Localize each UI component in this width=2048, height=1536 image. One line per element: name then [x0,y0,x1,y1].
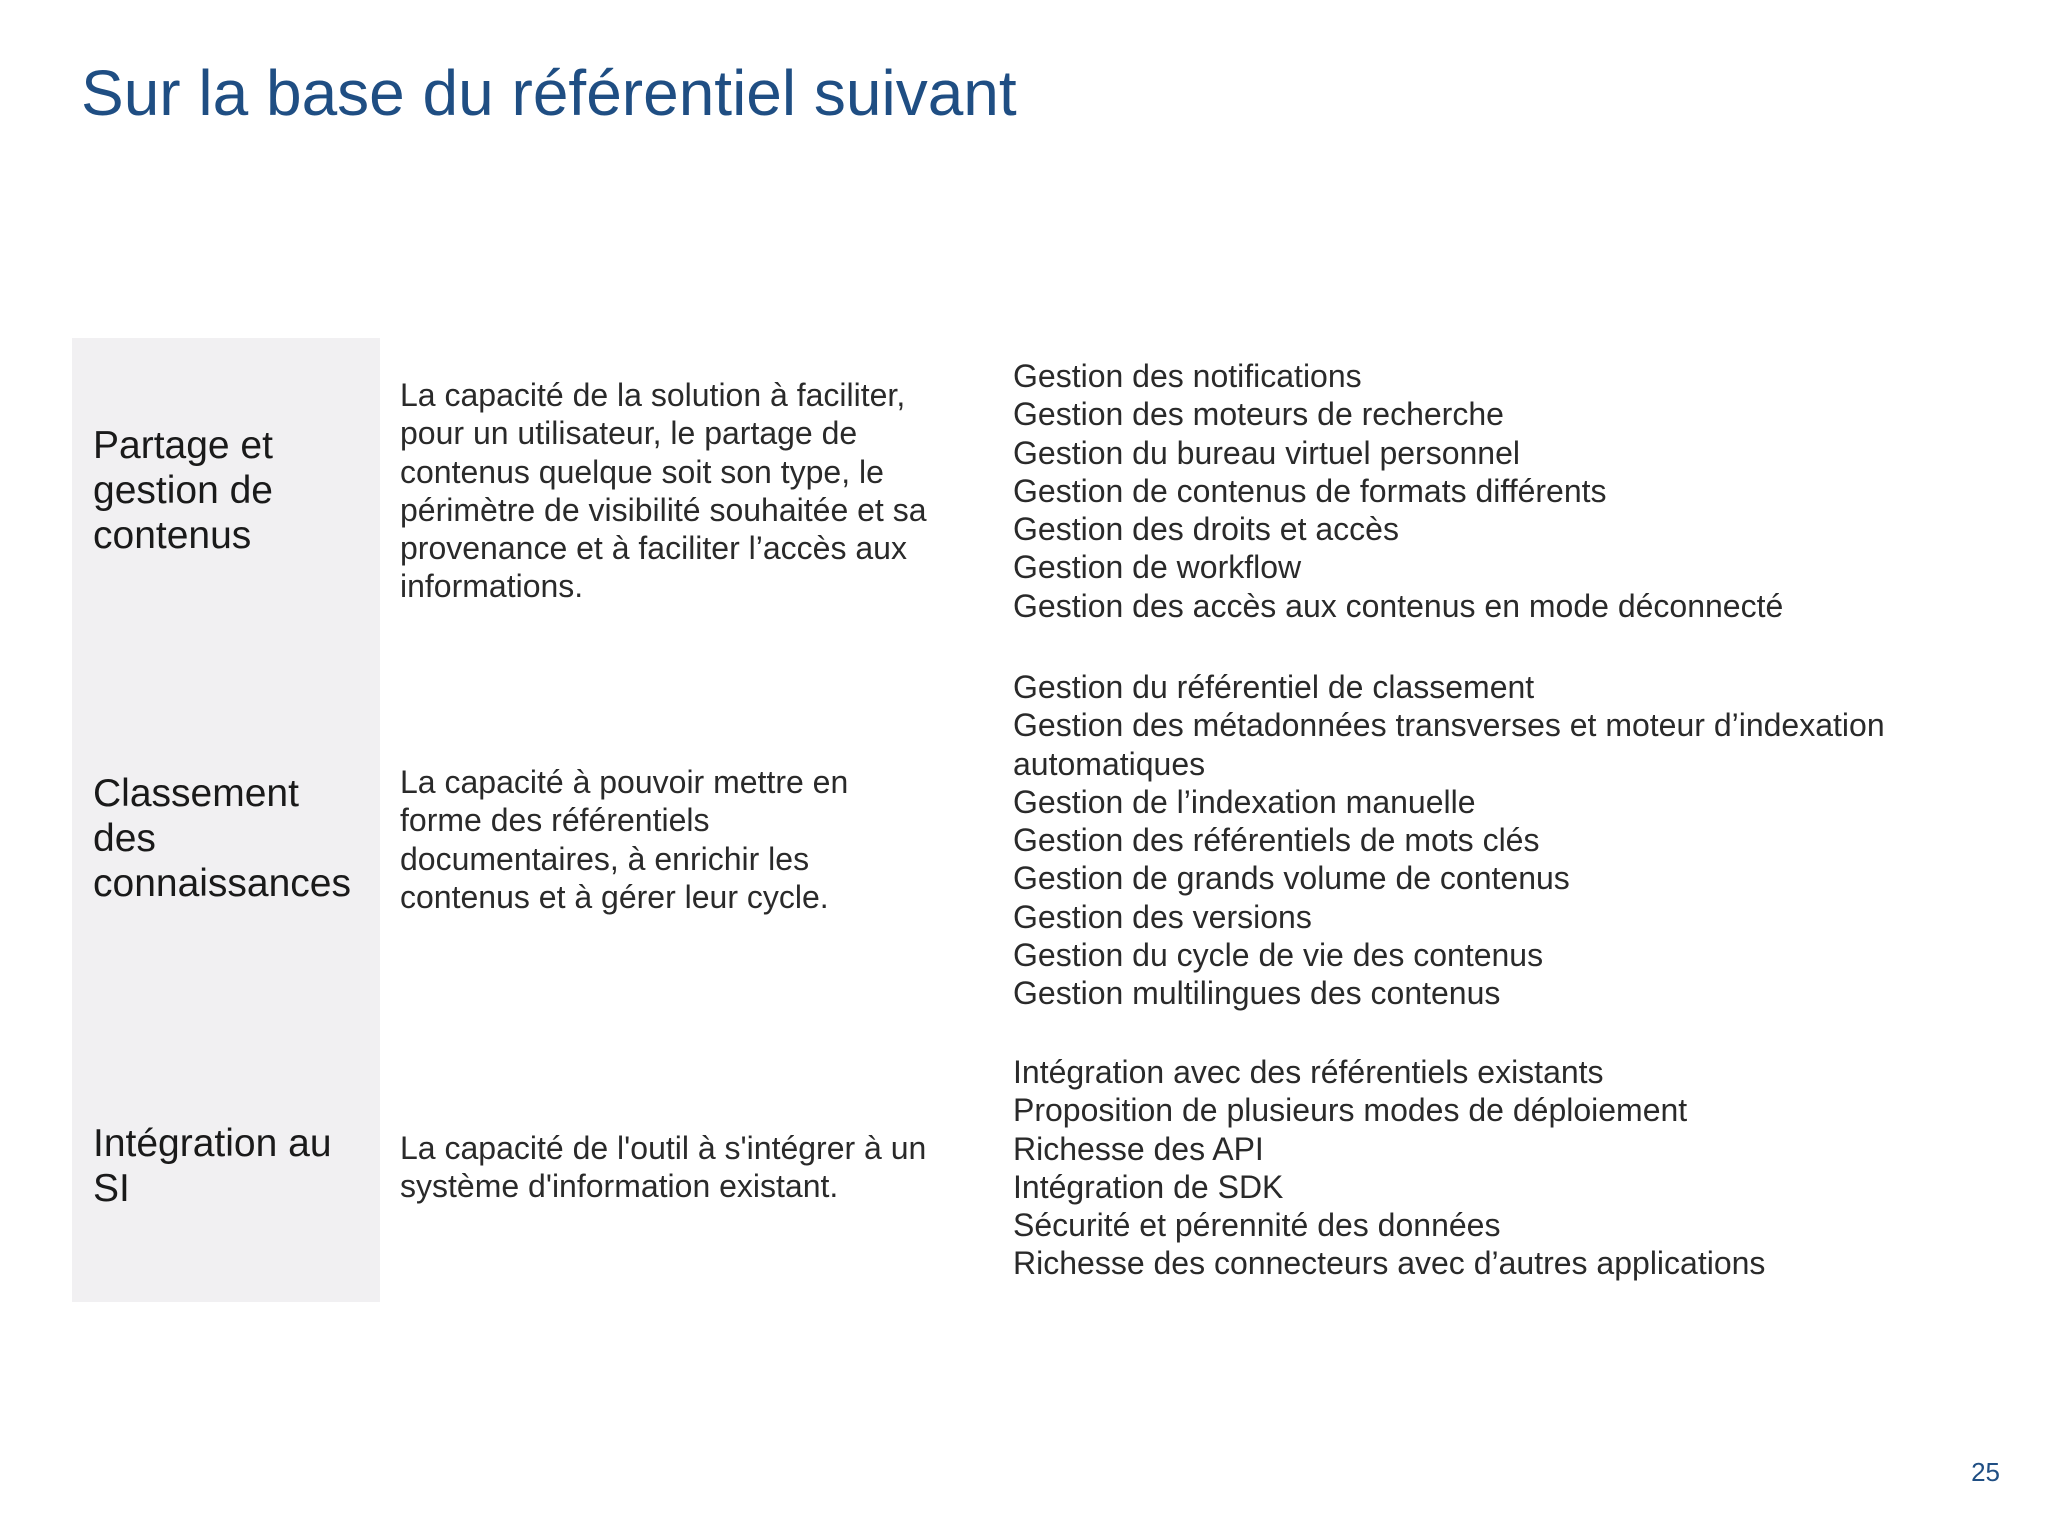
feature-item: Gestion des moteurs de recherche [1013,396,1504,433]
category-line: gestion de [93,469,273,512]
description-line: informations. [400,568,584,605]
feature-item: Gestion des versions [1013,898,1312,935]
feature-item: Gestion de contenus de formats différents [1013,472,1607,509]
category-line: Intégration au [93,1122,332,1165]
description-line: La capacité à pouvoir mettre en [400,764,849,800]
category-label [93,771,373,906]
feature-item: Gestion des accès aux contenus en mode déconnecté [1013,587,1784,624]
page-number: 25 [1971,1457,2000,1487]
description-line: provenance et à faciliter l’accès aux [400,530,907,567]
category-description [400,763,990,916]
feature-item: Richesse des API [1013,1130,1264,1167]
feature-item: Richesse des connecteurs avec d’autres applications [1013,1245,1766,1282]
description-line: contenus et à gérer leur cycle. [400,878,829,915]
description-line: pour un utilisateur, le partage de [400,415,858,452]
feature-item: automatiques [1013,745,1206,782]
category-line: des [93,817,156,860]
feature-list [1013,668,2023,1013]
feature-item: Gestion du bureau virtuel personnel [1013,434,1520,471]
category-line: Partage et [93,424,273,467]
category-label [93,423,373,558]
description-line: La capacité de l'outil à s'intégrer à un [400,1130,927,1166]
feature-list [1013,357,2023,625]
description-line: La capacité de la solution à faciliter, [400,377,906,413]
feature-item: Intégration avec des référentiels existants [1013,1054,1604,1090]
feature-item: Sécurité et pérennité des données [1013,1207,1501,1244]
feature-item: Gestion de workflow [1013,549,1302,586]
feature-item: Intégration de SDK [1013,1168,1284,1205]
feature-item: Gestion des droits et accès [1013,511,1399,548]
feature-item: Gestion du cycle de vie des contenus [1013,937,1544,974]
feature-item: Gestion multilingues des contenus [1013,975,1501,1012]
category-description [400,376,990,606]
category-label [93,1121,373,1211]
feature-item: Gestion de grands volume de contenus [1013,860,1570,897]
category-line: Classement [93,772,299,815]
description-line: documentaires, à enrichir les [400,840,810,877]
feature-item: Gestion des notifications [1013,358,1362,394]
category-description [400,1129,990,1206]
category-line: SI [93,1167,130,1210]
category-line: connaissances [93,862,351,905]
description-line: forme des référentiels [400,802,710,839]
description-line: système d'information existant. [400,1168,839,1205]
feature-item: Gestion des référentiels de mots clés [1013,822,1540,859]
feature-item: Gestion du référentiel de classement [1013,669,1535,705]
description-line: contenus quelque soit son type, le [400,453,884,490]
feature-item: Gestion de l’indexation manuelle [1013,783,1476,820]
category-line: contenus [93,514,252,557]
slide-title: Sur la base du référentiel suivant [81,57,1017,129]
feature-item: Gestion des métadonnées transverses et moteur d’indexation [1013,707,1885,744]
feature-list [1013,1053,2023,1283]
feature-item: Proposition de plusieurs modes de déploiement [1013,1092,1688,1129]
description-line: périmètre de visibilité souhaitée et sa [400,491,927,528]
